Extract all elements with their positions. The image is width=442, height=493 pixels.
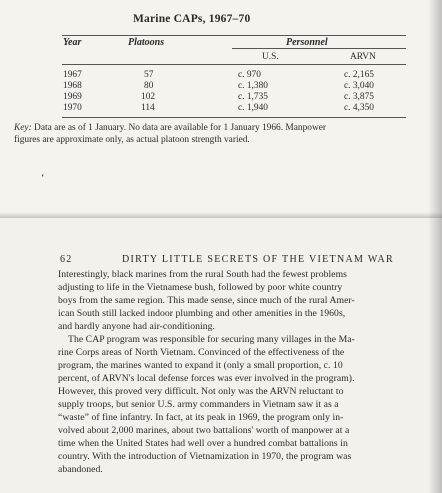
body-line: percent, of ARVN's local defense forces was ever involved in the program). — [58, 373, 355, 384]
body-line: boys from the same region. This made sense, since much of the rural Amer- — [58, 295, 355, 306]
table-page — [0, 0, 442, 217]
cell-year: 1968 — [63, 81, 82, 91]
body-line: supply troops, but senior U.S. army commanders in Vietnam saw it as a — [58, 399, 339, 410]
key-label: Key: — [14, 123, 32, 133]
cell-year: 1967 — [63, 70, 82, 80]
header-personnel: Personnel — [286, 37, 328, 48]
table-note — [14, 123, 326, 133]
body-line: time when the United States had well over a hundred combat battalions in — [58, 438, 348, 449]
header-platoons: Platoons — [128, 37, 165, 48]
table-note-continued: figures are approximate only, as actual platoon strength varied. — [14, 135, 250, 145]
body-line: abandoned. — [58, 464, 103, 475]
cell-year: 1969 — [63, 92, 82, 102]
header-arvn: ARVN — [350, 52, 376, 62]
body-line: “waste” of fine infantry. In fact, at its peak in 1969, the program only in- — [58, 412, 344, 423]
table-title: Marine CAPs, 1967–70 — [133, 13, 251, 25]
table-top-rule — [62, 35, 406, 36]
cell-platoons: 114 — [141, 103, 155, 113]
cell-platoons: 57 — [144, 70, 154, 80]
key-text: Data are as of 1 January. No data are available for 1 January 1966. Manpower — [34, 123, 327, 133]
table-bottom-rule — [62, 117, 406, 118]
body-line: volved about 2,000 marines, about two battalions' worth of manpower at a — [58, 425, 350, 436]
cell-arvn: c. 3,875 — [344, 92, 374, 102]
page-edge-shadow — [428, 0, 442, 493]
stray-mark: ‘ — [41, 173, 45, 184]
header-us: U.S. — [262, 52, 279, 62]
body-line: However, this proved very difficult. Not only was the ARVN reluctant to — [58, 386, 344, 397]
cell-us: c. 1,380 — [238, 81, 268, 91]
body-line: country. With the introduction of Vietnamization in 1970, the program was — [58, 451, 352, 462]
personnel-rule — [232, 48, 406, 49]
cell-arvn: c. 2,165 — [344, 70, 374, 80]
body-line: Interestingly, black marines from the rural South had the fewest problems — [58, 269, 347, 280]
body-line: adjusting to life in the Vietnamese bush, followed by poor white country — [58, 282, 343, 293]
cell-arvn: c. 3,040 — [344, 81, 374, 91]
page-number: 62 — [60, 254, 73, 265]
body-line: and hardly anyone had air-conditioning. — [58, 321, 215, 332]
running-head: DIRTY LITTLE SECRETS OF THE VIETNAM WAR — [122, 254, 394, 265]
cell-us: c. 970 — [238, 70, 261, 80]
body-line: rine Corps areas of North Vietnam. Convinced of the effectiveness of the — [58, 347, 345, 358]
header-year: Year — [63, 37, 82, 48]
cell-arvn: c. 4,350 — [344, 103, 374, 113]
body-line: program, the marines wanted to expand it (only a small proportion, c. 10 — [58, 360, 343, 371]
cell-us: c. 1,940 — [238, 103, 268, 113]
body-line: ican South still lacked indoor plumbing and other amenities in the 1960s, — [58, 308, 346, 319]
table-header-rule — [62, 64, 406, 65]
body-line: The CAP program was responsible for securing many villages in the Ma- — [68, 334, 355, 345]
cell-year: 1970 — [63, 103, 82, 113]
cell-us: c. 1,735 — [238, 92, 268, 102]
cell-platoons: 80 — [144, 81, 154, 91]
cell-platoons: 102 — [141, 92, 156, 102]
